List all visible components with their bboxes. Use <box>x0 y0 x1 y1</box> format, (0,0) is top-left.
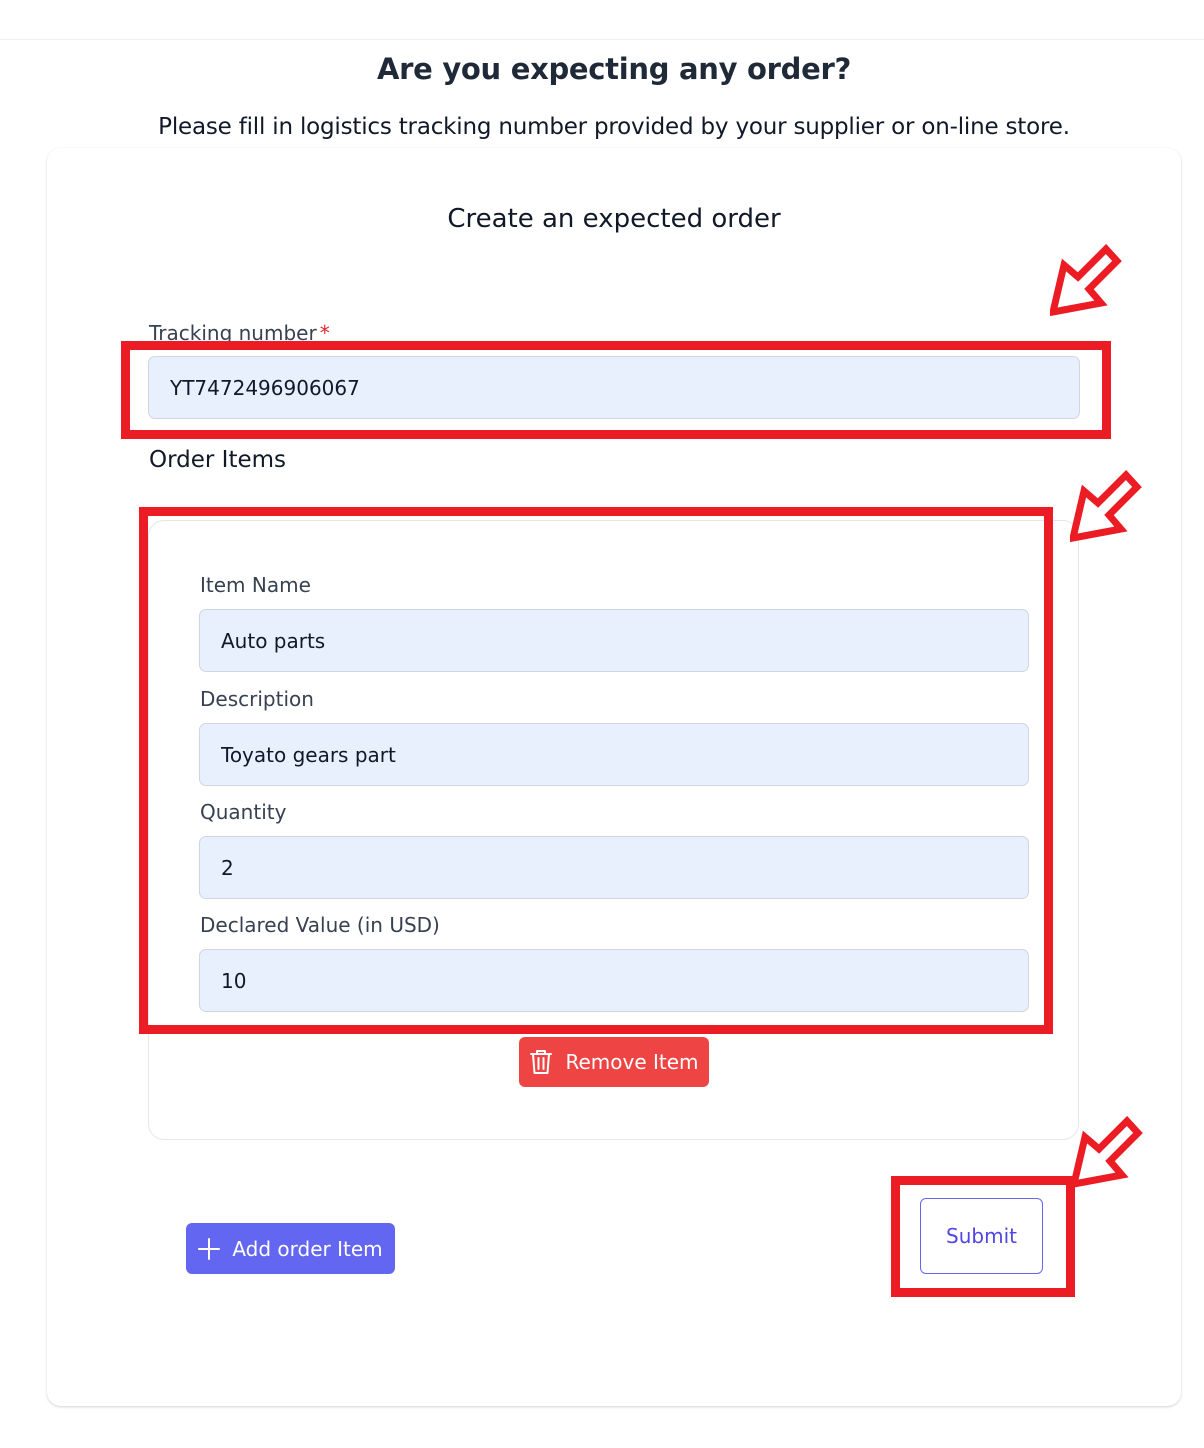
declared-value-input[interactable] <box>199 949 1029 1012</box>
form-title: Create an expected order <box>447 204 781 234</box>
remove-item-label: Remove Item <box>565 1050 699 1074</box>
remove-item-button[interactable] <box>519 1037 709 1087</box>
add-order-item-label: Add order Item <box>232 1236 383 1261</box>
add-order-item-button[interactable] <box>186 1223 395 1274</box>
item-name-label: Item Name <box>200 573 311 597</box>
required-indicator: * <box>319 321 330 345</box>
header-divider <box>0 39 1204 40</box>
order-items-title: Order Items <box>149 447 287 473</box>
plus-icon <box>198 1238 220 1260</box>
description-label: Description <box>200 687 314 711</box>
quantity-label: Quantity <box>200 800 287 824</box>
submit-button[interactable]: Submit <box>920 1198 1043 1274</box>
tracking-number-label <box>149 321 330 345</box>
page-title: Are you expecting any order? <box>377 52 851 86</box>
page-subtitle: Please fill in logistics tracking number provided by your supplier or on-line store. <box>158 114 1070 140</box>
tracking-number-input[interactable] <box>148 356 1080 419</box>
tracking-number-label-text: Tracking number <box>149 321 317 345</box>
item-name-input[interactable] <box>199 609 1029 672</box>
declared-value-label: Declared Value (in USD) <box>200 913 440 937</box>
trash-icon <box>529 1048 553 1076</box>
quantity-input[interactable] <box>199 836 1029 899</box>
description-input[interactable] <box>199 723 1029 786</box>
